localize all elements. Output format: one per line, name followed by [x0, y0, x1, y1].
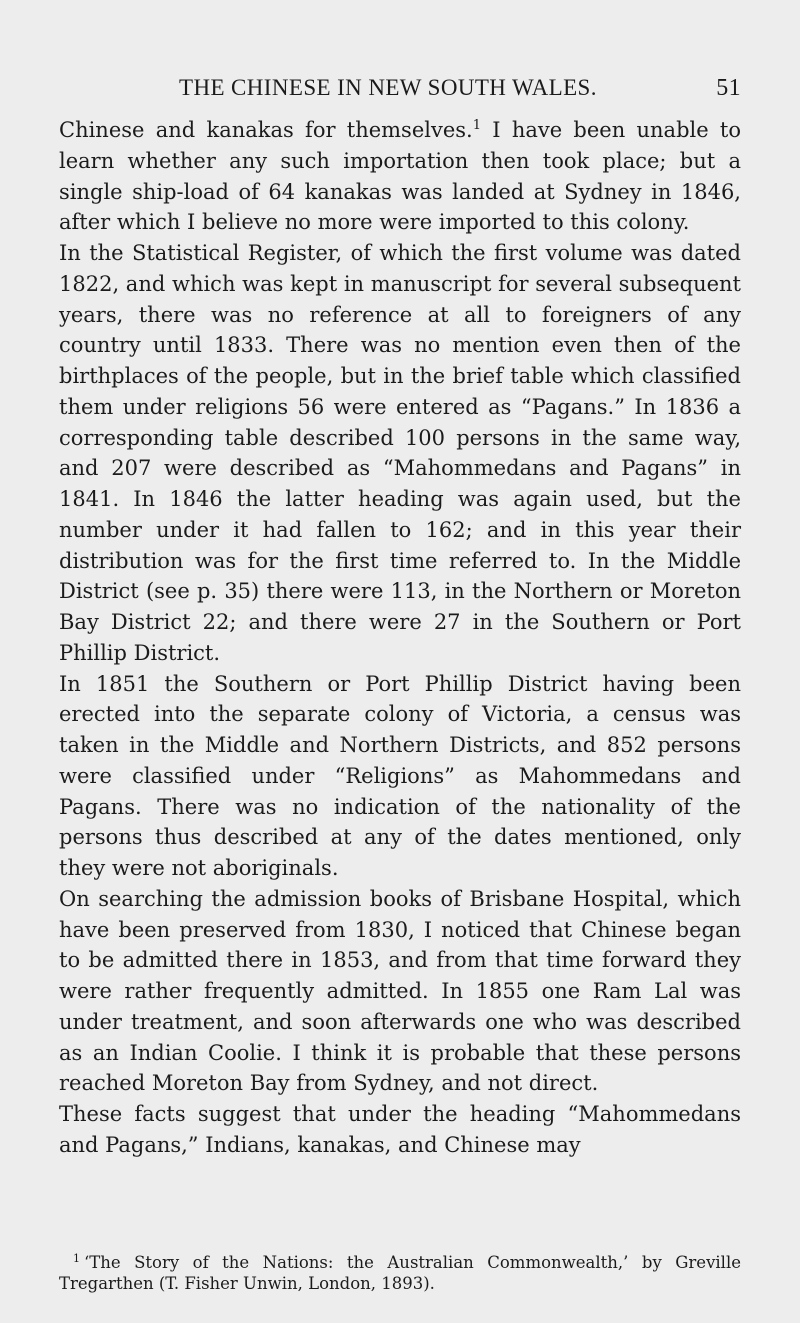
body-text [59, 115, 741, 1161]
running-head [59, 75, 741, 105]
footnote [59, 1248, 741, 1294]
paragraph-3: In 1851 the Southern or Port Phillip District having been erected into the separate colony of Victoria, a census was taken in the Middle and Northern Districts, and 852 persons were classified under “Religions” as Mahommedans and Pagans. There was no indication of the nationality of the persons thus described at any of the dates mentioned, only they were not aboriginals. [59, 671, 741, 880]
paragraph-1-text-a: Chinese and kanakas for themselves. [59, 118, 473, 142]
footnote-marker: 1 [73, 1252, 80, 1265]
paragraph-5: These facts suggest that under the heading “Mahommedans and Pagans,” Indians, kanakas, and Chinese may [59, 1102, 741, 1157]
paragraph-4: On searching the admission books of Brisbane Hospital, which have been preserved from 1830, I noticed that Chinese began to be admitted there in 1853, and from that time forward they were rather frequently admitted. In 1855 one Ram Lal was under treatment, and soon afterwards one who was described as an Indian Coolie. I think it is probable that these persons reached Moreton Bay from Sydney, and not direct. [59, 886, 741, 1096]
footnote-text: ‘The Story of the Nations: the Australian Commonwealth,’ by Greville Tregarthen (T. Fisher Unwin, London, 1893). [59, 1253, 741, 1293]
footnote-reference: 1 [472, 118, 482, 133]
running-title: THE CHINESE IN NEW SOUTH WALES. [179, 75, 597, 100]
paragraph-2: In the Statistical Register, of which the first volume was dated 1822, and which was kept in manuscript for several subsequent years, there was no reference at all to foreigners of any country until 1833. There was no mention even then of the birthplaces of the people, but in the brief table which classified them under religions 56 were entered as “Pagans.” In 1836 a corresponding table described 100 persons in the same way, and 207 were described as “Mahommedans and Pagans” in 1841. In 1846 the latter heading was again used, but the number under it had fallen to 162; and in this year their distribution was for the first time referred to. In the Middle District (see p. 35) there were 113, in the Northern or Moreton Bay District 22; and there were 27 in the Southern or Port Phillip District. [59, 241, 741, 665]
paragraph-1 [59, 115, 741, 238]
page-number: 51 [716, 75, 741, 101]
paragraph-1-text-b: I have been unable to learn whether any such importation then took place; but a single ship-load of 64 kanakas was landed at Sydney in 1846, after which I believe no more were imported to this colony. [59, 118, 742, 235]
